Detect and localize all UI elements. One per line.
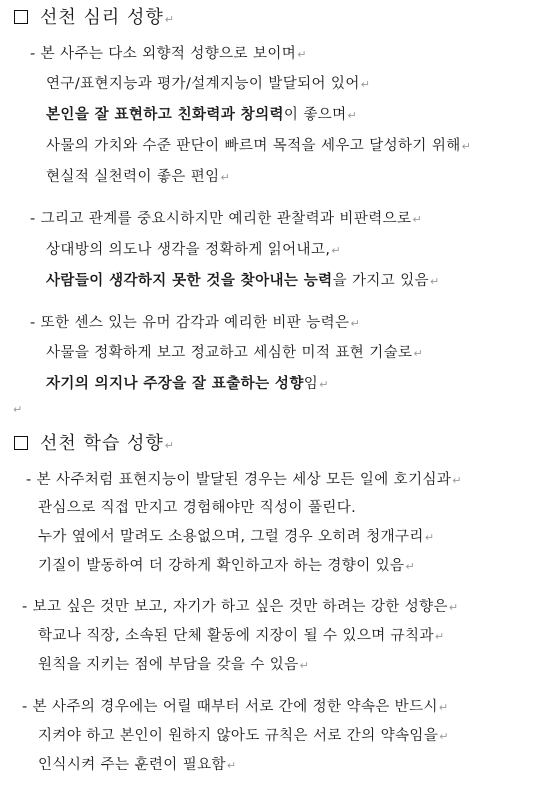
section-heading-learning [14, 432, 175, 458]
paragraph-mark-icon: ↵ [319, 378, 329, 391]
text-line: - 본 사주처럼 표현지능이 발달된 경우는 세상 모든 일에 호기심과↵ [26, 472, 462, 488]
paragraph-mark-icon: ↵ [430, 275, 440, 288]
paragraph-mark-icon: ↵ [461, 140, 472, 153]
paragraph-mark-icon: ↵ [439, 730, 449, 743]
checkbox-square-icon [14, 436, 28, 450]
paragraph-mark-icon: ↵ [424, 531, 435, 544]
paragraph-mark-icon: ↵ [13, 403, 23, 416]
text-line: 사람들이 생각하지 못한 것을 찾아내는 능력을 가지고 있음↵ [46, 273, 440, 289]
paragraph-mark-icon: ↵ [347, 109, 358, 122]
text-line: - 본 사주의 경우에는 어릴 때부터 서로 간에 정한 약속은 반드시↵ [22, 699, 449, 715]
text-line: 원칙을 지키는 점에 부담을 갖을 수 있음↵ [38, 657, 310, 673]
text-line: 인식시켜 주는 훈련이 필요함↵ [38, 757, 237, 773]
emphasis-text: 본인을 잘 표현하고 친화력과 창의력 [46, 107, 284, 123]
section-title: 선천 학습 성향 [40, 433, 164, 454]
section-heading-psychology [14, 6, 175, 32]
text-line: 기질이 발동하여 더 강하게 확인하고자 하는 경향이 있음↵ [38, 558, 416, 574]
paragraph-mark-icon: ↵ [164, 13, 175, 26]
paragraph-mark-icon: ↵ [164, 439, 175, 452]
paragraph-mark-icon: ↵ [438, 701, 449, 714]
paragraph-mark-icon: ↵ [405, 560, 416, 573]
text-line: - 또한 센스 있는 유머 감각과 예리한 비판 능력은↵ [30, 315, 361, 331]
text-line: 본인을 잘 표현하고 친화력과 창의력이 좋으며↵ [46, 107, 358, 123]
text-line: 학교나 직장, 소속된 단체 활동에 지장이 될 수 있으며 규칙과↵ [38, 628, 445, 644]
paragraph-mark-icon: ↵ [434, 630, 445, 643]
paragraph-mark-icon: ↵ [413, 347, 424, 360]
paragraph-mark-icon: ↵ [297, 48, 307, 61]
paragraph-mark-icon: ↵ [299, 659, 310, 672]
emphasis-text: 사람들이 생각하지 못한 것을 찾아내는 능력 [46, 273, 333, 289]
paragraph-mark-icon: ↵ [350, 317, 361, 330]
emphasis-text: 자기의 의지나 주장을 잘 표출하는 성향 [46, 376, 304, 392]
text-line: 연구/표현지능과 평가/설계지능이 발달되어 있어↵ [46, 76, 371, 92]
text-line: 사물을 정확하게 보고 정교하고 세심한 미적 표현 기술로↵ [46, 345, 424, 361]
paragraph-mark-icon: ↵ [226, 759, 237, 772]
paragraph-mark-icon: ↵ [452, 474, 462, 487]
text-line: 자기의 의지나 주장을 잘 표출하는 성향임↵ [46, 376, 329, 392]
text-line: 사물의 가치와 수준 판단이 빠르며 목적을 세우고 달성하기 위해↵ [46, 138, 472, 154]
text-line: - 보고 싶은 것만 보고, 자기가 하고 싶은 것만 하려는 강한 성향은↵ [22, 599, 459, 615]
text-line: 지켜야 하고 본인이 원하지 않아도 규칙은 서로 간의 약속임을↵ [38, 728, 449, 744]
text-line: 관심으로 직접 만지고 경험해야만 직성이 풀린다. [38, 500, 357, 516]
text-line: - 그리고 관계를 중요시하지만 예리한 관찰력과 비판력으로↵ [30, 211, 423, 227]
text-line: 현실적 실천력이 좋은 편임↵ [46, 169, 231, 185]
section-title: 선천 심리 성향 [40, 7, 164, 28]
paragraph-mark-icon: ↵ [331, 244, 341, 257]
paragraph-mark-icon: ↵ [448, 601, 459, 614]
paragraph-mark-icon: ↵ [412, 213, 423, 226]
paragraph-mark-icon: ↵ [220, 171, 231, 184]
checkbox-square-icon [14, 10, 28, 24]
paragraph-mark-icon: ↵ [360, 78, 371, 91]
text-line: 누가 옆에서 말려도 소용없으며, 그럴 경우 오히려 청개구리↵ [38, 529, 435, 545]
text-line: - 본 사주는 다소 외향적 성향으로 보이며↵ [30, 46, 307, 62]
text-line: 상대방의 의도나 생각을 정확하게 읽어내고,↵ [46, 242, 341, 258]
